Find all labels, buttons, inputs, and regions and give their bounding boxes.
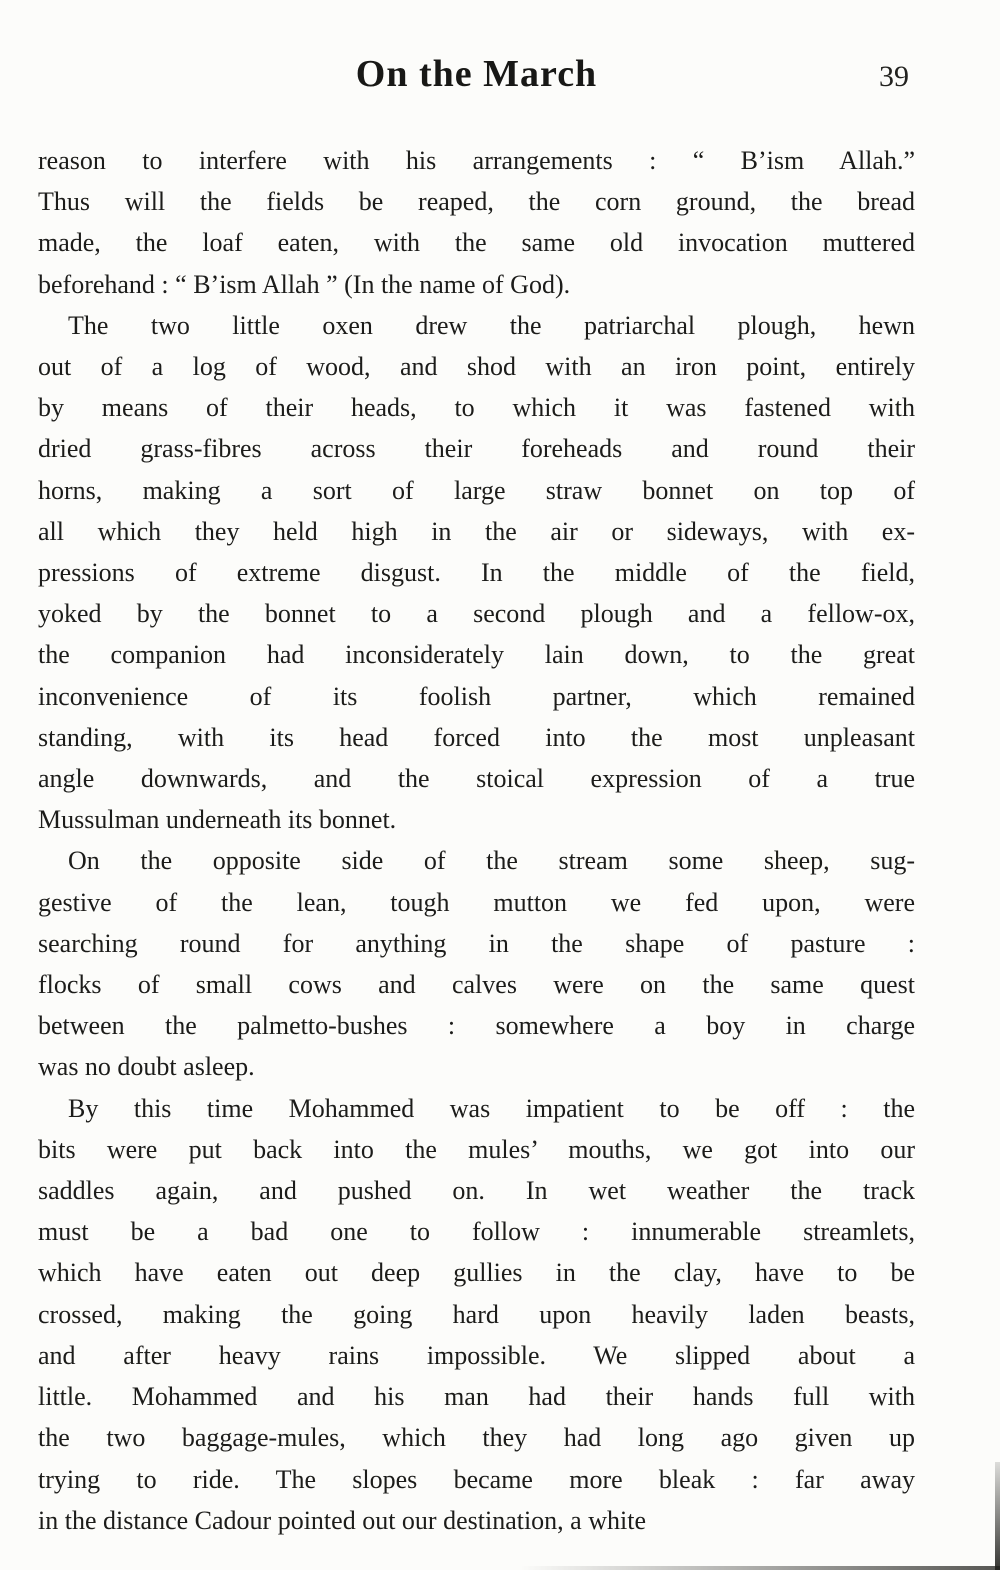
text-line: the two baggage-mules, which they had long ago given up bbox=[38, 1423, 915, 1453]
text-line: gestive of the lean, tough mutton we fed upon, were bbox=[38, 887, 915, 917]
text-line: made, the loaf eaten, with the same old invocation muttered bbox=[38, 228, 915, 258]
text-line: searching round for anything in the shape of pasture : bbox=[38, 928, 915, 958]
text-line: inconvenience of its foolish partner, which remained bbox=[38, 681, 915, 711]
text-line: beforehand : “ B’ism Allah ” (In the name of God). bbox=[38, 269, 571, 299]
text-line: between the palmetto-bushes : somewhere a boy in charge bbox=[38, 1011, 915, 1041]
text-line: standing, with its head forced into the most unpleasant bbox=[38, 722, 915, 752]
text-line: by means of their heads, to which it was fastened with bbox=[38, 393, 915, 423]
text-line: must be a bad one to follow : innumerable streamlets, bbox=[38, 1217, 915, 1247]
text-line: out of a log of wood, and shod with an iron point, entirely bbox=[38, 352, 915, 382]
text-line: yoked by the bonnet to a second plough and a fellow-ox, bbox=[38, 599, 915, 629]
text-line: Thus will the fields be reaped, the corn ground, the bread bbox=[38, 187, 915, 217]
scan-artifact-bottom-edge bbox=[520, 1566, 1000, 1570]
text-line: By this time Mohammed was impatient to be off : the bbox=[68, 1093, 915, 1123]
text-line: in the distance Cadour pointed out our destination, a white bbox=[38, 1505, 646, 1535]
text-line: and after heavy rains impossible. We slipped about a bbox=[38, 1340, 915, 1370]
text-line: pressions of extreme disgust. In the middle of the field, bbox=[38, 558, 915, 588]
text-line: flocks of small cows and calves were on the same quest bbox=[38, 970, 915, 1000]
text-line: was no doubt asleep. bbox=[38, 1052, 255, 1082]
text-line: the companion had inconsiderately lain down, to the great bbox=[38, 640, 915, 670]
text-line: The two little oxen drew the patriarchal plough, hewn bbox=[68, 310, 915, 340]
text-line: which have eaten out deep gullies in the clay, have to be bbox=[38, 1258, 915, 1288]
text-line: little. Mohammed and his man had their hands full with bbox=[38, 1382, 915, 1412]
text-line: On the opposite side of the stream some sheep, sug- bbox=[68, 846, 915, 876]
text-line: saddles again, and pushed on. In wet weather the track bbox=[38, 1176, 915, 1206]
text-line: horns, making a sort of large straw bonnet on top of bbox=[38, 475, 915, 505]
paragraph bbox=[38, 1088, 915, 1541]
text-line: all which they held high in the air or sideways, with ex- bbox=[38, 516, 915, 546]
page-header-title: On the March bbox=[355, 53, 598, 95]
scan-artifact-right-edge bbox=[995, 1462, 1000, 1570]
page-number: 39 bbox=[879, 60, 909, 93]
text-line: reason to interfere with his arrangements : “ B’ism Allah.” bbox=[38, 146, 915, 175]
paragraph bbox=[38, 140, 915, 305]
text-line: trying to ride. The slopes became more bleak : far away bbox=[38, 1464, 915, 1494]
running-header bbox=[38, 52, 915, 100]
paragraph bbox=[38, 840, 915, 1087]
paragraph bbox=[38, 305, 915, 841]
page-body bbox=[38, 140, 915, 1541]
text-line: bits were put back into the mules’ mouths, we got into our bbox=[38, 1134, 915, 1164]
text-line: dried grass-fibres across their foreheads and round their bbox=[38, 434, 915, 464]
text-line: crossed, making the going hard upon heavily laden beasts, bbox=[38, 1299, 915, 1329]
text-line: Mussulman underneath its bonnet. bbox=[38, 805, 397, 835]
text-line: angle downwards, and the stoical expression of a true bbox=[38, 764, 915, 794]
